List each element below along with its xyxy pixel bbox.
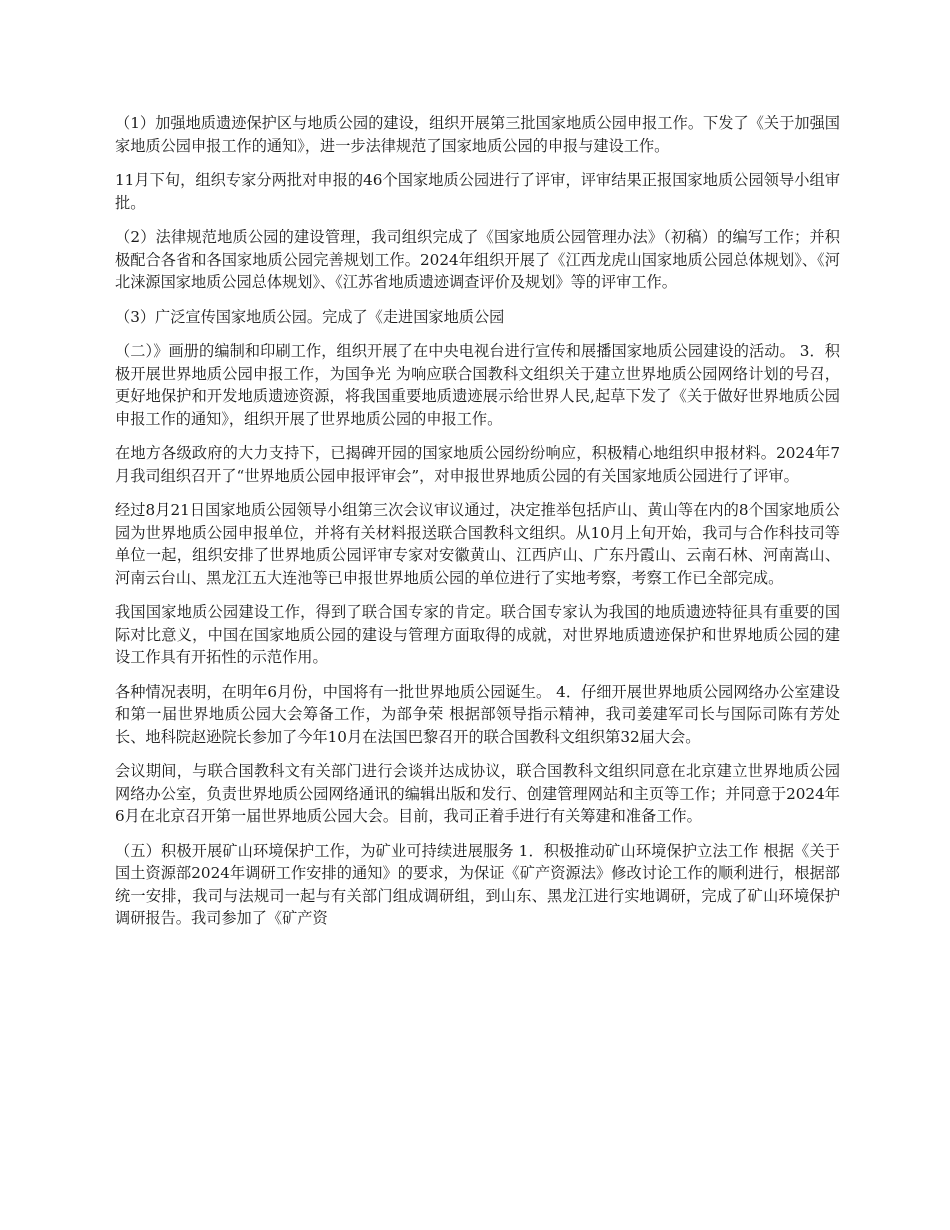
paragraph-2: 11月下旬，组织专家分两批对申报的46个国家地质公园进行了评审，评审结果正报国家地质公园领导小组审批。 (115, 171, 840, 212)
paragraph-8: 我国国家地质公园建设工作，得到了联合国专家的肯定。联合国专家认为我国的地质遗迹特征具有重要的国际对比意义，中国在国家地质公园的建设与管理方面取得的成就，对世界地质遗迹保护和世界地质公园的建设工作具有开拓性的示范作用。 (115, 603, 840, 666)
document-body (115, 112, 840, 942)
paragraph-5: （二）》画册的编制和印刷工作，组织开展了在中央电视台进行宣传和展播国家地质公园建设的活动。 3．积极开展世界地质公园申报工作，为国争光 为响应联合国教科文组织关于建立世界地质公园网络计划的号召，更好地保护和开发地质遗迹资源，将我国重要地质遗迹展示给世界人民,起草下发了《关于做好世界地质公园申报工作的通知》，组织开展了世界地质公园的申报工作。 (115, 342, 840, 428)
paragraph-11: （五）积极开展矿山环境保护工作，为矿业可持续进展服务 1．积极推动矿山环境保护立法工作 根据《关于国土资源部2024年调研工作安排的通知》的要求，为保证《矿产资源法》修改讨论工作的顺利进行，根据部统一安排，我司与法规司一起与有关部门组成调研组，到山东、黑龙江进行实地调研，完成了矿山环境保护调研报告。我司参加了《矿产资 (115, 841, 840, 927)
paragraph-7: 经过8月21日国家地质公园领导小组第三次会议审议通过，决定推举包括庐山、黄山等在内的8个国家地质公园为世界地质公园申报单位，并将有关材料报送联合国教科文组织。从10月上旬开始，我司与合作科技司等单位一起，组织安排了世界地质公园评审专家对安徽黄山、江西庐山、广东丹霞山、云南石林、河南嵩山、河南云台山、黑龙江五大连池等已申报世界地质公园的单位进行了实地考察，考察工作已全部完成。 (115, 501, 840, 587)
paragraph-9: 各种情况表明，在明年6月份，中国将有一批世界地质公园诞生。 4．仔细开展世界地质公园网络办公室建设和第一届世界地质公园大会筹备工作，为部争荣 根据部领导指示精神，我司姜建军司长与国际司陈有芳处长、地科院赵逊院长参加了今年10月在法国巴黎召开的联合国教科文组织第32届大会。 (115, 682, 840, 746)
paragraph-10: 会议期间，与联合国教科文有关部门进行会谈并达成协议，联合国教科文组织同意在北京建立世界地质公园网络办公室，负责世界地质公园网络通讯的编辑出版和发行、创建管理网站和主页等工作；并同意于2024年6月在北京召开第一届世界地质公园大会。目前，我司正着手进行有关筹建和准备工作。 (115, 762, 840, 825)
paragraph-6: 在地方各级政府的大力支持下，已揭碑开园的国家地质公园纷纷响应，积极精心地组织申报材料。2024年7月我司组织召开了“世界地质公园申报评审会”，对申报世界地质公园的有关国家地质公园进行了评审。 (115, 444, 840, 485)
paragraph-1: （1）加强地质遗迹保护区与地质公园的建设，组织开展第三批国家地质公园申报工作。下发了《关于加强国家地质公园申报工作的通知》，进一步法律规范了国家地质公园的申报与建设工作。 (115, 114, 840, 155)
paragraph-3: （2）法律规范地质公园的建设管理，我司组织完成了《国家地质公园管理办法》（初稿）的编写工作；并积极配合各省和各国家地质公园完善规划工作。2024年组织开展了《江西龙虎山国家地质公园总体规划》、《河北涞源国家地质公园总体规划》、《江苏省地质遗迹调查评价及规划》等的评审工作。 (115, 228, 840, 291)
paragraph-4: （3）广泛宣传国家地质公园。完成了《走进国家地质公园 (115, 307, 505, 326)
